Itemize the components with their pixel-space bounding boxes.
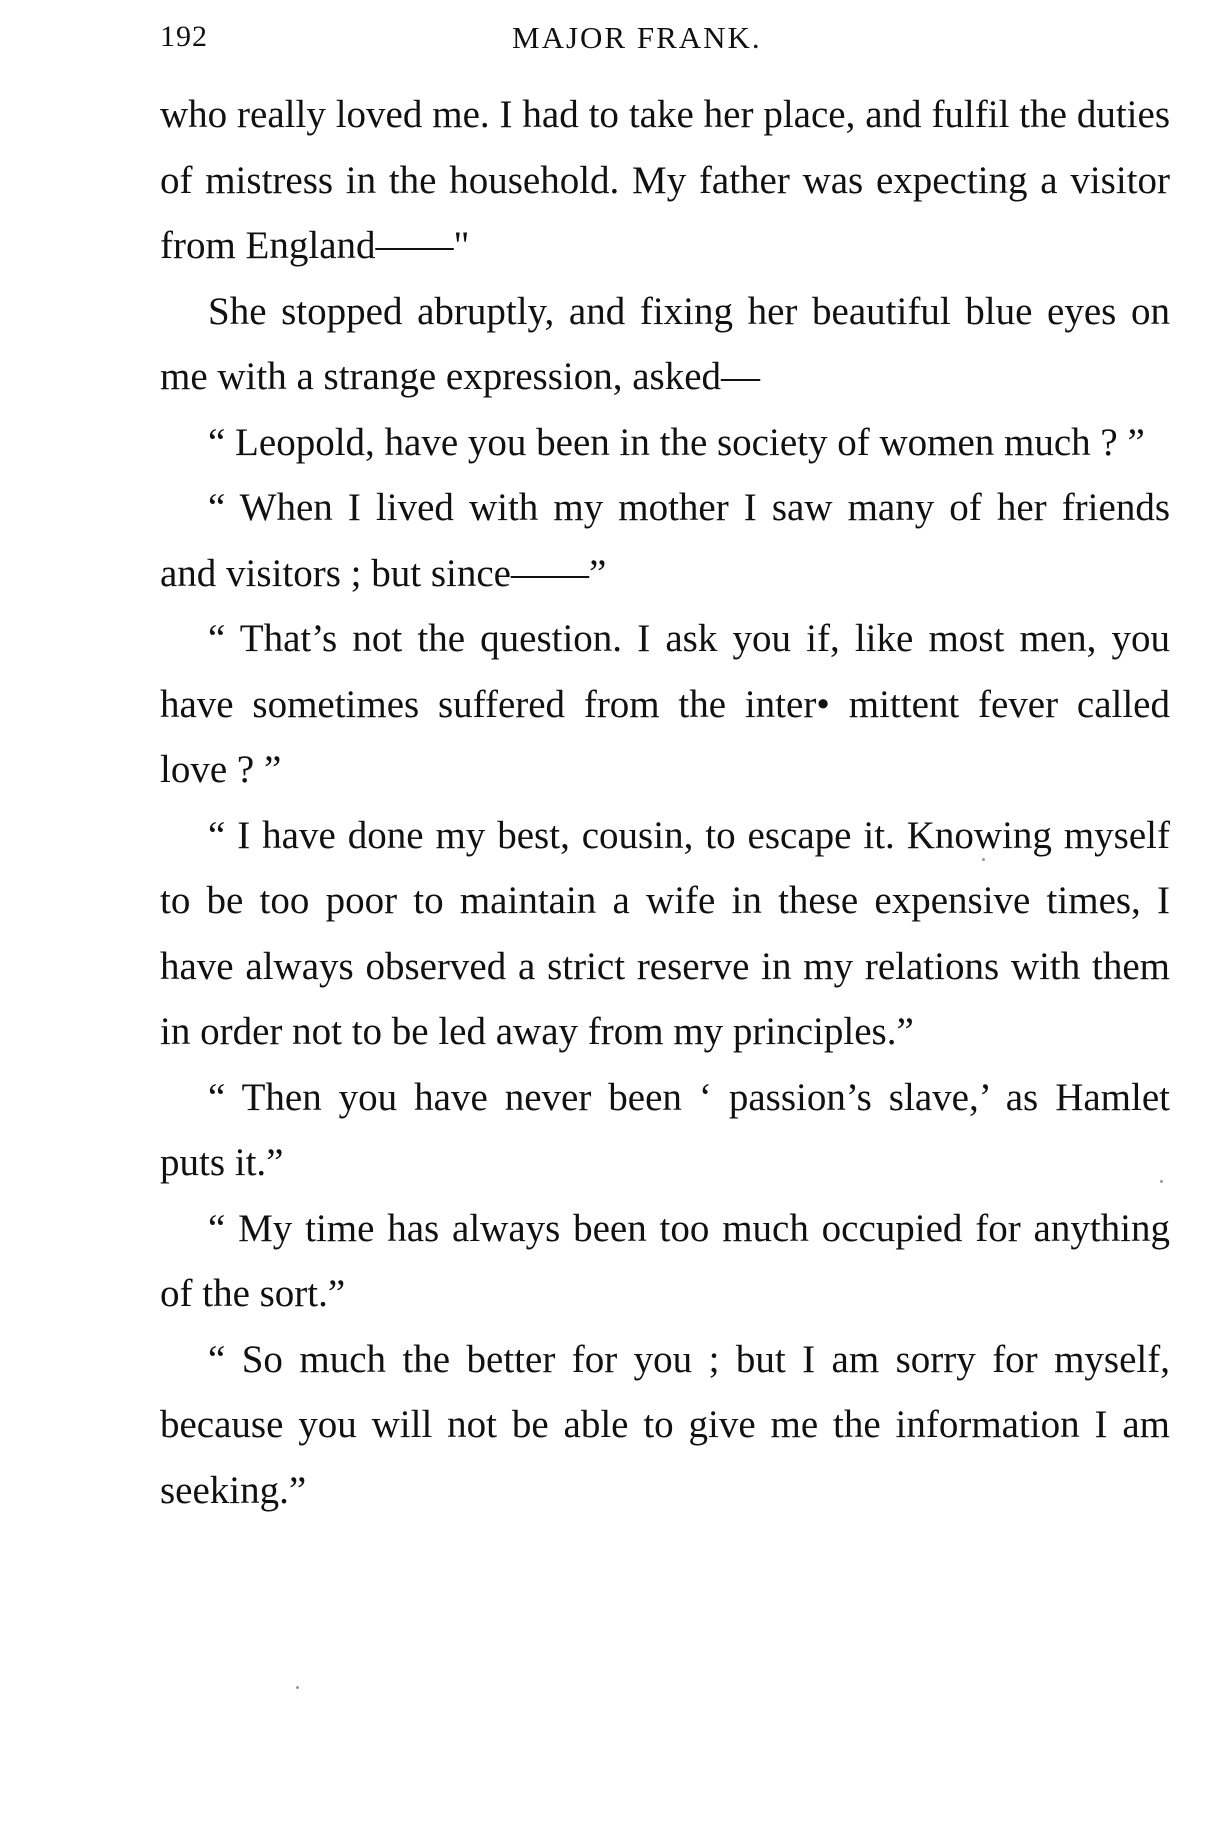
paragraph-continuation: who really loved me. I had to take her place, and fulfil the duties of mistress in the household. My father was expecting a visitor from England——" [160,93,1170,267]
paragraph: “ Then you have never been ‘ passion’s slave,’ as Hamlet puts it.” [160,1075,1170,1184]
paragraph: “ When I lived with my mother I saw many of her friends and visitors ; but since——” [160,486,1170,595]
print-speck [982,858,985,861]
page-number: 192 [160,20,208,53]
paragraph: “ That’s not the question. I ask you if, like most men, you have sometimes suffered from the inter• mittent fever called love ? ” [160,617,1170,791]
paragraph: She stopped abruptly, and fixing her beautiful blue eyes on me with a strange expression, asked— [160,289,1170,398]
running-head: MAJOR FRANK. [512,20,762,55]
paragraph: “ I have done my best, cousin, to escape it. Knowing myself to be too poor to maintain a wife in these expensive times, I have always observed a strict reserve in my relations with them in order not to be led away from my principles.” [160,813,1170,1053]
paragraph: “ My time has always been too much occupied for anything of the sort.” [160,1206,1170,1315]
print-speck [296,1686,299,1689]
print-speck [1160,1180,1163,1183]
body-text [160,82,1170,1523]
paragraph: “ Leopold, have you been in the society of women much ? ” [208,420,1145,464]
paragraph: “ So much the better for you ; but I am sorry for myself, because you will not be able to give me the information I am seeking.” [160,1337,1170,1512]
page-header [160,14,1170,64]
